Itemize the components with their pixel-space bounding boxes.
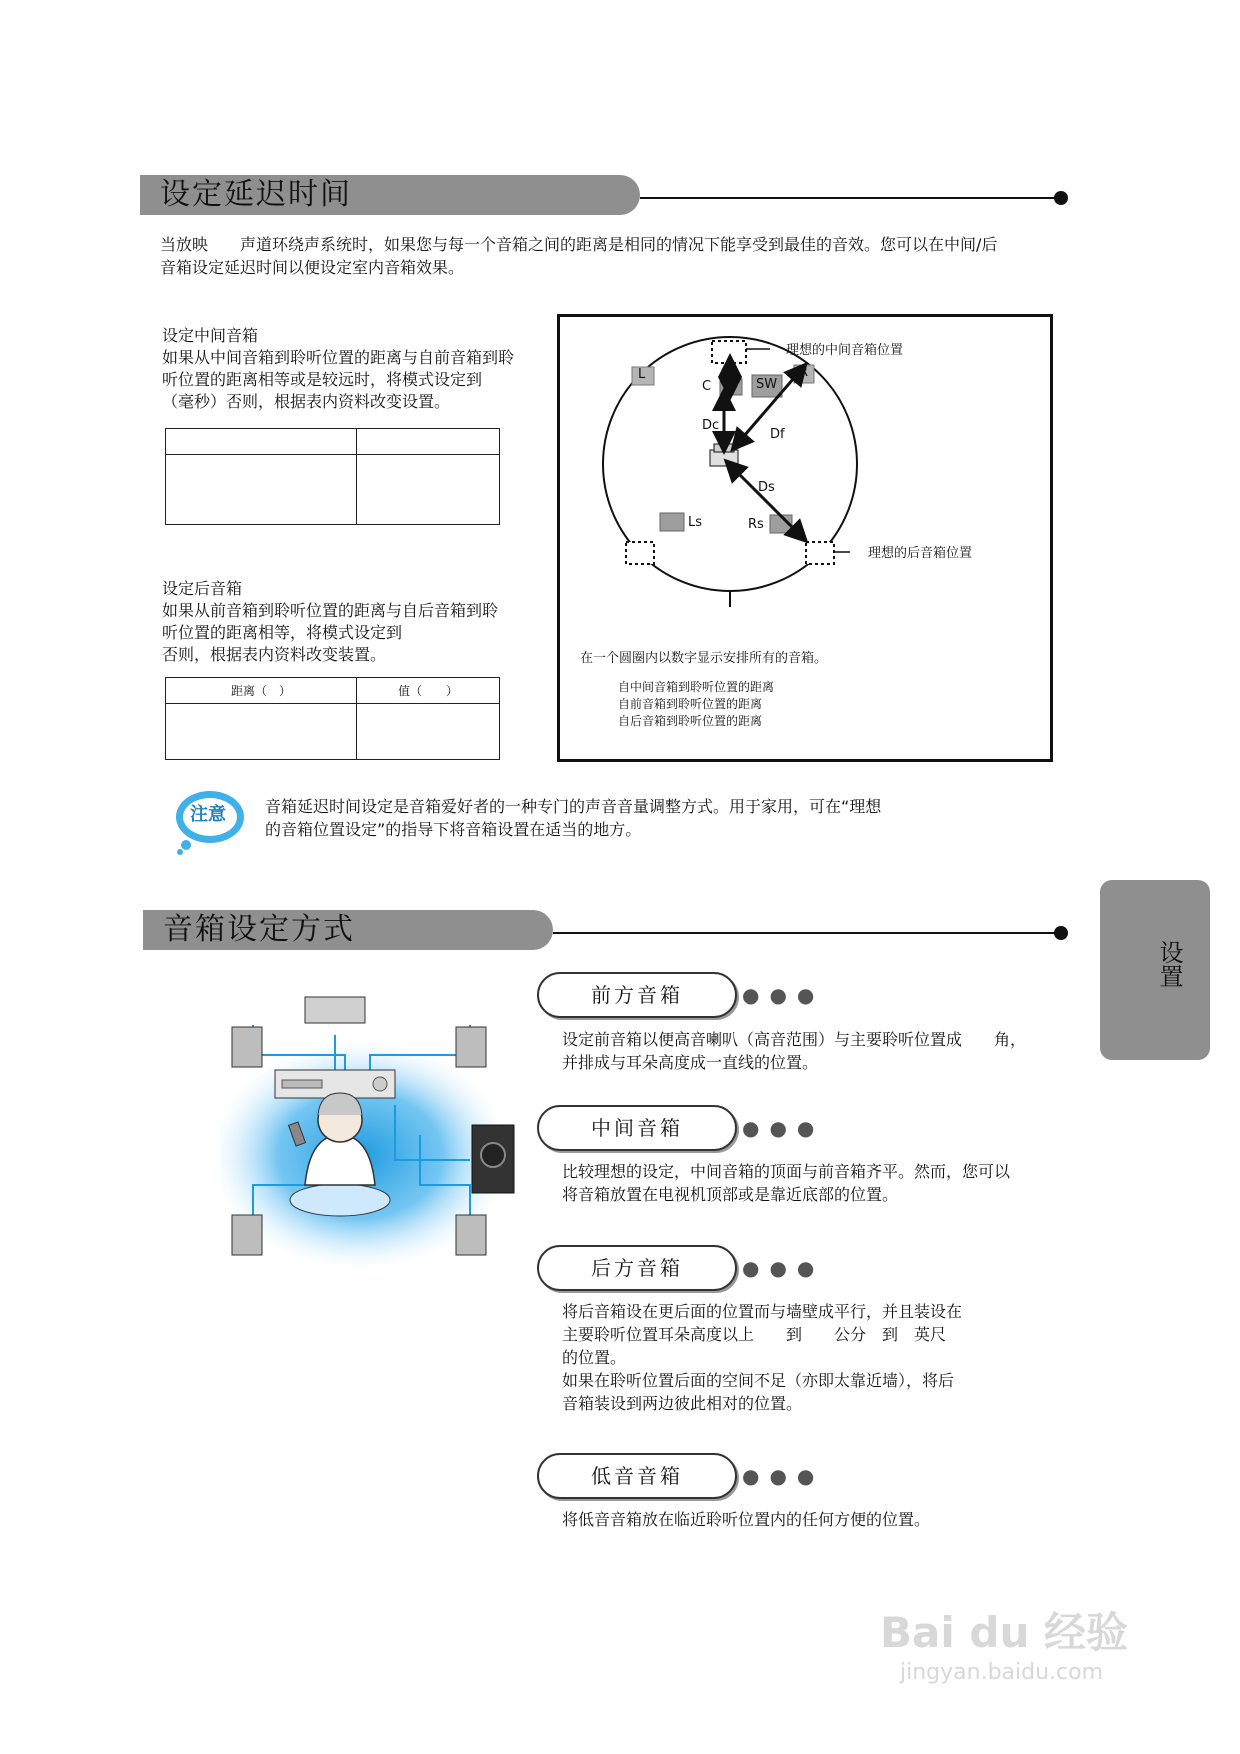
label-ideal-rear: 理想的后音箱位置 <box>868 546 973 561</box>
center-heading: 设定中间音箱 <box>162 326 259 345</box>
intro-text: 当放映 声道环绕声系统时，如果您与每一个音箱之间的距离是相同的情况下能享受到最佳的音效。您可以在中间/后 音箱设定延迟时间以便设定室内音箱效果。 <box>160 235 998 277</box>
rule-end-dot <box>1054 191 1068 205</box>
speaker-Ls <box>660 513 684 531</box>
pill-center-speaker: 中间音箱 <box>537 1105 737 1151</box>
value-header: 值（ ） <box>357 678 500 704</box>
center-speaker-icon <box>305 997 365 1023</box>
pill-rear-speaker: 后方音箱 <box>537 1245 737 1291</box>
subwoofer-text: 将低音音箱放在临近聆听位置内的任何方便的位置。 <box>562 1510 931 1529</box>
ideal-rear-right-box <box>806 542 834 564</box>
label-Dc: Dc <box>702 418 720 433</box>
ideal-center-box <box>712 341 746 363</box>
section-title-delay: 设定延迟时间 <box>140 175 640 215</box>
front-right-speaker-icon <box>456 1027 486 1067</box>
note-text: 音箱延迟时间设定是音箱爱好者的一种专门的声音音量调整方式。用于家用，可在“理想 的音箱位置设定”的指导下将音箱设置在适当的地方。 <box>265 797 882 839</box>
label-Df: Df <box>770 427 785 442</box>
baidu-watermark: Bai du 经验 <box>880 1608 1128 1657</box>
label-SW: SW <box>756 377 778 392</box>
ideal-rear-left-box <box>626 542 654 564</box>
section-title-speaker-setup: 音箱设定方式 <box>143 910 553 950</box>
diagram-caption: 在一个圆圈内以数字显示安排所有的音箱。 <box>580 651 828 666</box>
diagram-legend: 自中间音箱到聆听位置的距离 自前音箱到聆听位置的距离 自后音箱到聆听位置的距离 <box>618 680 775 728</box>
label-ideal-center: 理想的中间音箱位置 <box>786 343 904 358</box>
distance-header: 距离（ ） <box>166 678 357 704</box>
pill-dots-1: ●●● <box>742 983 825 1007</box>
side-tab-settings[interactable]: 设置 <box>1100 880 1210 1060</box>
pill-dots-2: ●●● <box>742 1116 825 1140</box>
pill-subwoofer: 低音音箱 <box>537 1453 737 1499</box>
pill-dots-4: ●●● <box>742 1464 825 1488</box>
label-Rs: Rs <box>748 517 764 532</box>
rear-delay-table <box>165 677 500 760</box>
front-speaker-text: 设定前音箱以便高音喇叭（高音范围）与主要聆听位置成 角， 并排成与耳朵高度成一直线的位置。 <box>562 1030 1027 1072</box>
rear-right-speaker-icon <box>456 1215 486 1255</box>
rear-speaker-block: 设定后音箱 如果从前音箱到聆听位置的距离与自后音箱到聆 听位置的距离相等，将模式设定到 否则，根据表内资料改变装置。 <box>162 578 552 666</box>
label-Ds: Ds <box>758 480 775 495</box>
speaker-layout-diagram <box>557 314 1053 762</box>
rear-heading: 设定后音箱 <box>162 579 243 598</box>
pill-front-speaker: 前方音箱 <box>537 972 737 1018</box>
label-C: C <box>702 379 712 394</box>
note-badge: 注意 <box>190 804 226 825</box>
speaker-setup-illustration <box>220 985 580 1275</box>
center-speaker-text: 比较理想的设定，中间音箱的顶面与前音箱齐平。然而，您可以 将音箱放置在电视机顶部或是靠近底部的位置。 <box>562 1162 1011 1204</box>
label-R: R <box>799 365 809 380</box>
baidu-watermark-url: jingyan.baidu.com <box>900 1660 1104 1685</box>
center-speaker-block: 设定中间音箱 如果从中间音箱到聆听位置的距离与自前音箱到聆 听位置的距离相等或是较远时，将模式设定到 （毫秒）否则，根据表内资料改变设置。 <box>162 325 552 413</box>
front-left-speaker-icon <box>232 1027 262 1067</box>
rule-end-dot-2 <box>1054 926 1068 940</box>
rear-left-speaker-icon <box>232 1215 262 1255</box>
label-Ls: Ls <box>688 515 703 530</box>
section-rule <box>640 197 1060 199</box>
pill-dots-3: ●●● <box>742 1256 825 1280</box>
cushion-icon <box>290 1184 390 1216</box>
label-L: L <box>638 367 646 382</box>
section-rule-2 <box>553 932 1060 934</box>
center-delay-table <box>165 428 500 525</box>
rear-speaker-text: 将后音箱设在更后面的位置而与墙壁成平行，并且装设在 主要聆听位置耳朵高度以上 到 公分 到 英尺 的位置。 如果在聆听位置后面的空间不足（亦即太靠近墙），将后 音箱装设到两边彼此相对的位置。 <box>562 1302 963 1413</box>
